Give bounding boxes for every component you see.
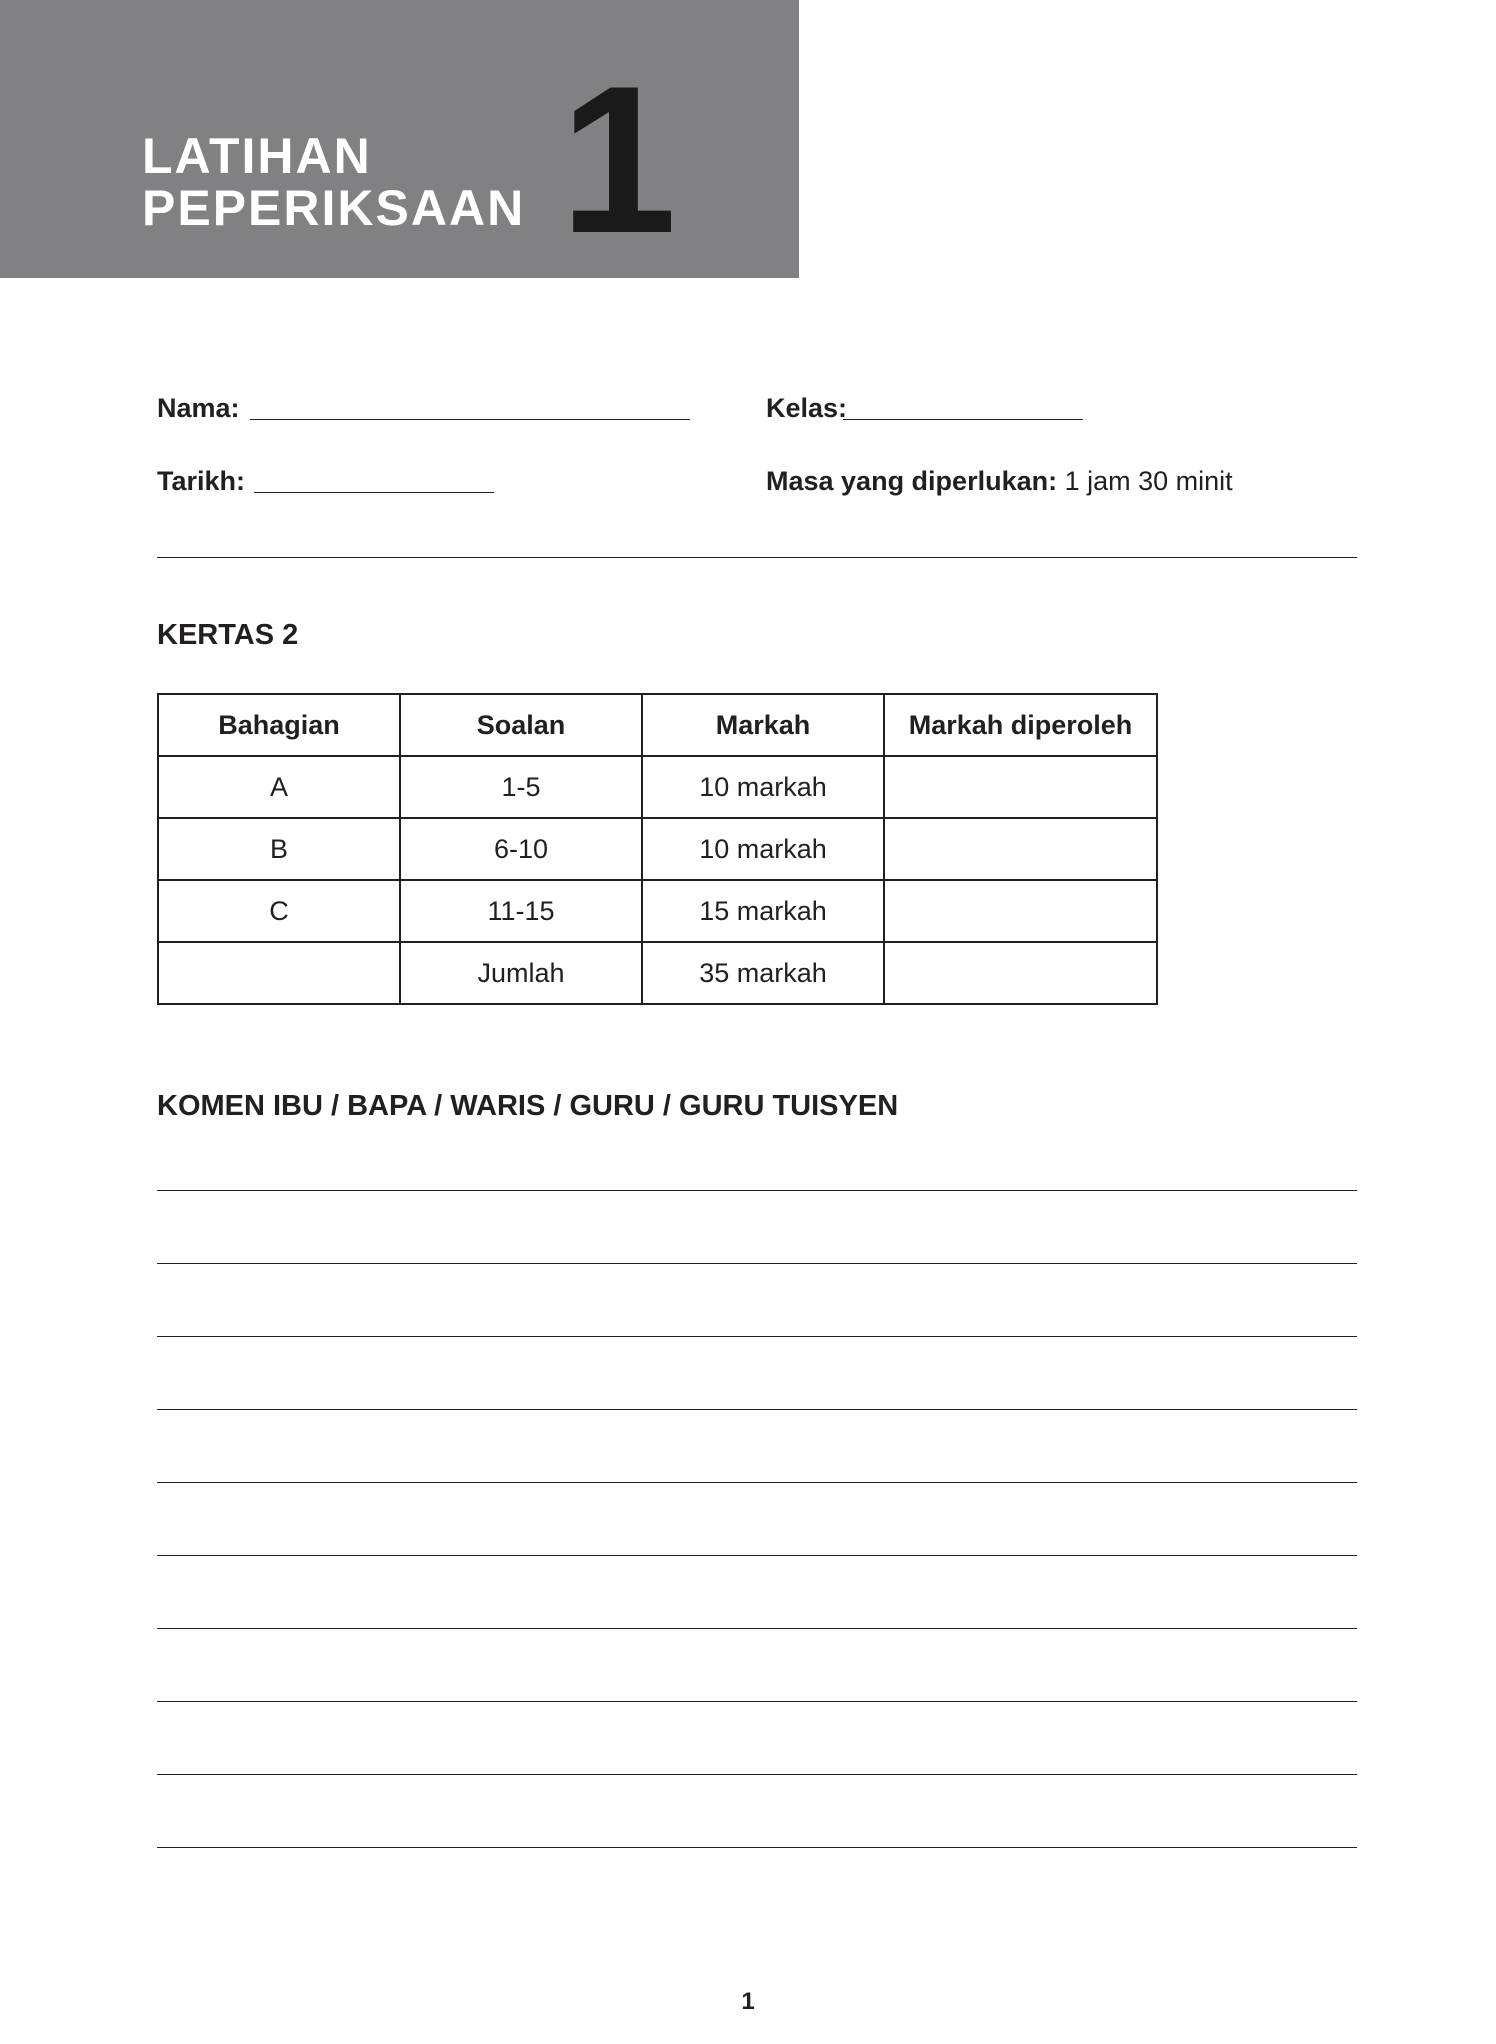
table-row (158, 818, 1157, 880)
cell-markah-diperoleh[interactable] (884, 880, 1157, 942)
comment-line[interactable] (157, 1190, 1357, 1263)
comment-line[interactable] (157, 1555, 1357, 1628)
masa-field (766, 466, 1233, 496)
nama-input-line[interactable] (250, 419, 690, 420)
header-bahagian: Bahagian (158, 694, 400, 756)
divider (157, 557, 1357, 558)
title-line-1: LATIHAN (142, 128, 372, 184)
masa-value: 1 jam 30 minit (1064, 466, 1233, 496)
cell-bahagian (158, 942, 400, 1004)
comment-line[interactable] (157, 1628, 1357, 1701)
comment-heading: KOMEN IBU / BAPA / WARIS / GURU / GURU TUISYEN (157, 1090, 899, 1122)
marks-table (157, 693, 1158, 1005)
cell-bahagian: C (158, 880, 400, 942)
cell-soalan: 11-15 (400, 880, 642, 942)
cell-markah-diperoleh[interactable] (884, 756, 1157, 818)
table-row (158, 880, 1157, 942)
table-header-row (158, 694, 1157, 756)
cell-markah: 10 markah (642, 818, 884, 880)
tarikh-label: Tarikh: (157, 466, 246, 496)
cell-jumlah-diperoleh[interactable] (884, 942, 1157, 1004)
header-markah: Markah (642, 694, 884, 756)
comment-line[interactable] (157, 1482, 1357, 1555)
nama-label: Nama: (157, 393, 240, 423)
comment-area[interactable] (157, 1190, 1357, 1920)
header-soalan: Soalan (400, 694, 642, 756)
cell-markah: 10 markah (642, 756, 884, 818)
cell-soalan: 1-5 (400, 756, 642, 818)
cell-jumlah-markah: 35 markah (642, 942, 884, 1004)
comment-line[interactable] (157, 1409, 1357, 1482)
cell-bahagian: B (158, 818, 400, 880)
title-line-2: PEPERIKSAAN (142, 180, 526, 236)
exercise-number: 1 (560, 42, 677, 277)
masa-label: Masa yang diperlukan: (766, 466, 1058, 496)
comment-line[interactable] (157, 1263, 1357, 1336)
kelas-input-line[interactable] (843, 419, 1083, 420)
comment-line[interactable] (157, 1701, 1357, 1774)
header-markah-diperoleh: Markah diperoleh (884, 694, 1157, 756)
cell-bahagian: A (158, 756, 400, 818)
table-row (158, 756, 1157, 818)
table-row-total (158, 942, 1157, 1004)
section-title: KERTAS 2 (157, 619, 299, 651)
comment-line[interactable] (157, 1336, 1357, 1409)
comment-line[interactable] (157, 1774, 1357, 1847)
kelas-label: Kelas: (766, 393, 848, 423)
page-number: 1 (741, 1988, 755, 2015)
comment-line[interactable] (157, 1847, 1357, 1920)
cell-markah: 15 markah (642, 880, 884, 942)
page-title (142, 130, 525, 234)
cell-markah-diperoleh[interactable] (884, 818, 1157, 880)
cell-jumlah-label: Jumlah (400, 942, 642, 1004)
cell-soalan: 6-10 (400, 818, 642, 880)
tarikh-input-line[interactable] (254, 492, 494, 493)
